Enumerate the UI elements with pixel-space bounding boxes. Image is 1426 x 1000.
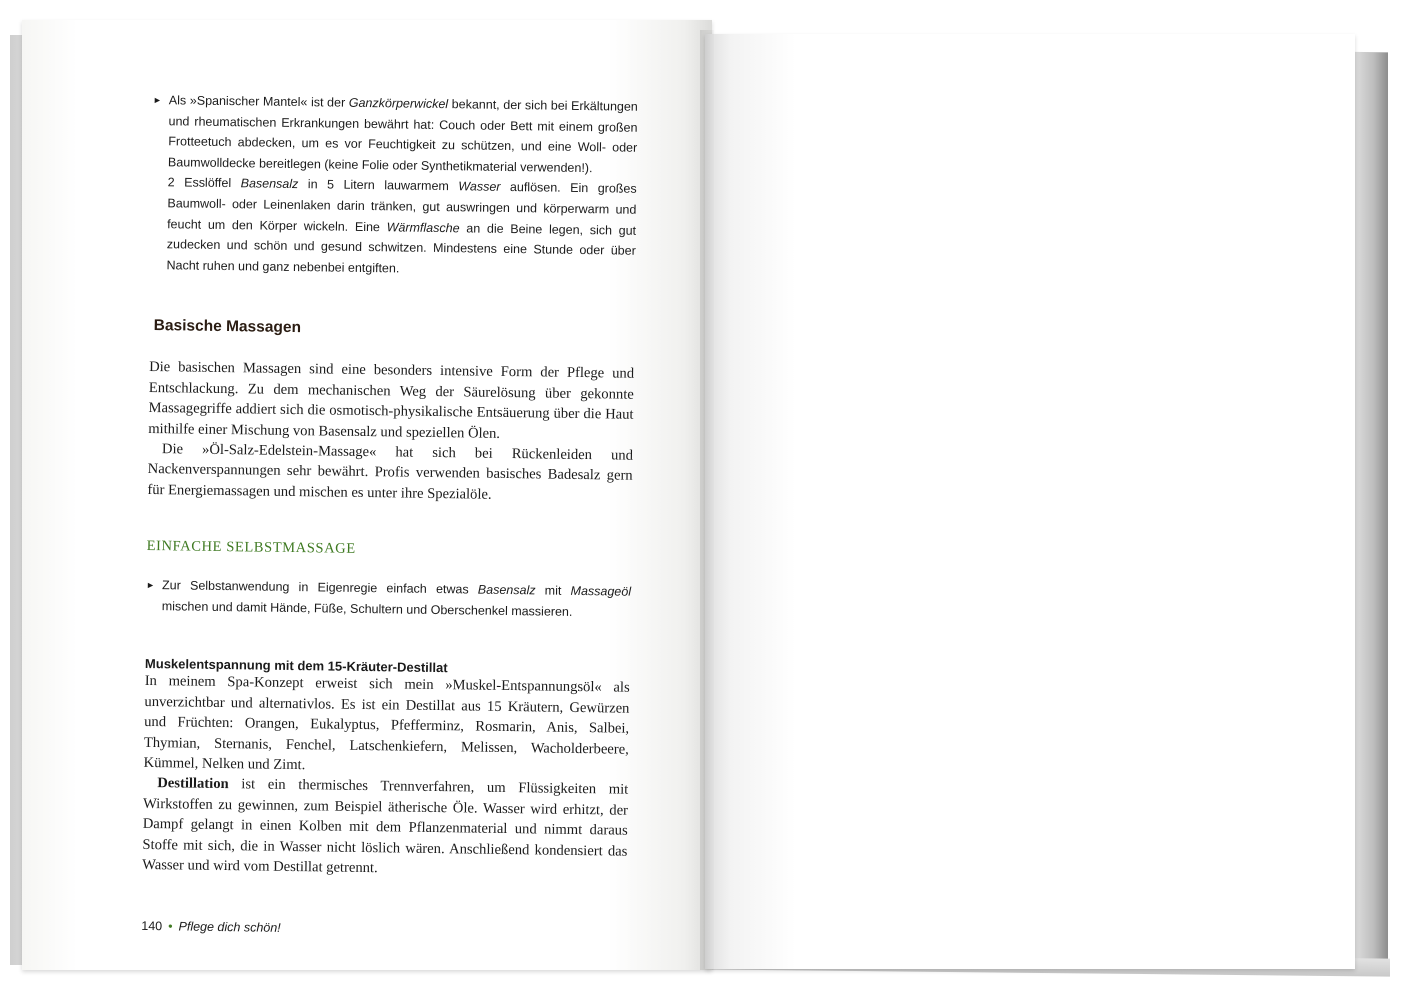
bullet-arrow-icon: ► — [146, 580, 156, 591]
paragraph-oel-salz-edelstein: Die »Öl-Salz-Edelstein-Massage« hat sich bei Rückenleiden und Nackenverspannungen sehr bewährt. Profis verwenden basisches Badesalz gern für Energiemassagen und mischen es unter ihre Spezialöle. — [147, 441, 634, 503]
paragraph-spa-konzept: In meinem Spa-Konzept erweist sich mein »Muskel-Entspannungsöl« als unverzichtbar und alternativlos. Es ist ein Destillat aus 15 Kräutern, Gewürzen und Früchten: Orangen, Eukalyptus, Pfefferminz, Rosmarin, Anis, Salbei, Thymian, Sternanis, Fenchel, Latschenkiefern, Melissen, Wacholderbeere, Kümmel, Nelken und Zimt. — [143, 673, 630, 774]
selbstmassage-bullet: ► Zur Selbstanwendung in Eigenregie einfach etwas Basensalz mit Massageöl mischen und damit Hände, Füße, Schultern und Oberschenkel massieren. — [146, 575, 632, 623]
heading-muskelentspannung: Muskelentspannung mit dem 15-Kräuter-Destillat — [144, 656, 448, 676]
paragraph-massagen-intro: Die basischen Massagen sind eine besonders intensive Form der Pflege und Entschlackung. Zu dem mechanischen Weg der Säurelösung über gekonnte Massagegriffe addiert sich die osmotisch-physikalische Entsäuerung über die Haut mithilfe einer Mischung von Basensalz und speziellen Ölen. — [148, 359, 635, 442]
right-page-blank — [705, 34, 1355, 969]
running-title: Pflege dich schön! — [178, 919, 281, 936]
spanischer-mantel-bullet: ► Als »Spanischer Mantel« ist der Ganzkörperwickel bekannt, der sich bei Erkältungen und rheumatischen Erkrankungen bewährt hat: Couch oder Bett mit einem großen Frotteetuch abdecken, um es vor Feuchtigkeit zu schützen, und eine Woll- oder Baumwolldecke bereitlegen (keine Folie oder Synthetikmaterial verwenden!). 2 Esslöffel Basensalz in 5 Litern lauwarmem Wasser auflösen. Ein großes Baumwoll- oder Leinenlaken darin tränken, gut auswringen und körperwarm und feucht um den Körper wickeln. Eine Wärmflasche an die Beine legen, sich gut zudecken und schön und gesund schwitzen. Mindestens eine Stunde oder über Nacht ruhen und ganz nebenbei entgiften. — [150, 90, 638, 282]
footer-separator: • — [168, 919, 173, 934]
book-gutter — [700, 30, 714, 970]
page-number: 140 — [141, 919, 163, 934]
heading-einfache-selbstmassage: EINFACHE SELBSTMASSAGE — [146, 538, 356, 558]
paragraph-destillation: Destillation ist ein thermisches Trennverfahren, um Flüssigkeiten mit Wirkstoffen zu gewinnen, zum Beispiel ätherische Öle. Wasser wird erhitzt, der Dampf gelangt in einen Kolben mit dem Pflanzenmaterial und nimmt daraus Stoffe mit sich, die in Wasser nicht löslich wären. Anschließend kondensiert das Wasser und wird vom Destillat getrennt. — [142, 775, 629, 877]
heading-basische-massagen: Basische Massagen — [153, 317, 302, 337]
left-page-content — [141, 90, 638, 940]
bullet-arrow-icon: ► — [152, 94, 162, 106]
